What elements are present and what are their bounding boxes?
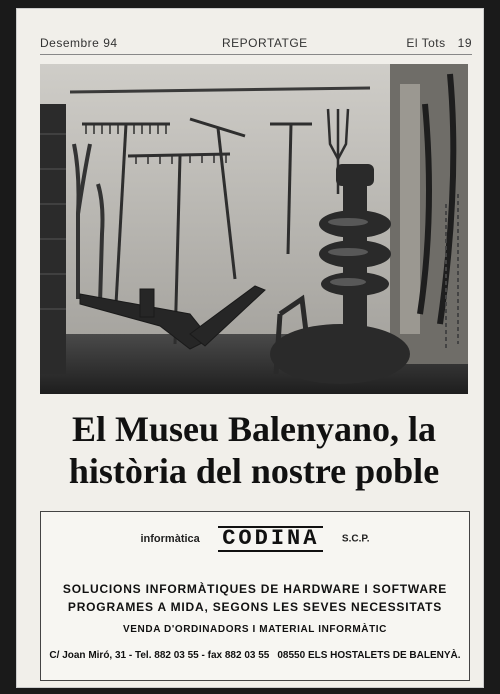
ad-sales: VENDA D'ORDINADORS I MATERIAL INFORMÀTIC <box>123 624 387 635</box>
section-label: REPORTATGE <box>222 36 308 50</box>
advertisement-box <box>40 511 470 681</box>
publication-name: El Tots <box>406 36 446 50</box>
ad-city: 08550 ELS HOSTALETS DE BALENYÀ. <box>277 650 461 661</box>
ad-services: SOLUCIONS INFORMÀTIQUES DE HARDWARE I SOFTWARE <box>62 582 448 596</box>
museum-photo <box>40 64 468 394</box>
headline-line-2: història del nostre poble <box>68 451 440 491</box>
header-rule <box>40 54 472 55</box>
ad-contact <box>41 650 469 661</box>
issue-date: Desembre 94 <box>40 36 118 50</box>
ad-address: C/ Joan Miró, 31 - Tel. 882 03 55 - fax 882 03 55 <box>49 650 270 661</box>
museum-tools-illustration <box>40 64 468 394</box>
ad-custom-programs: PROGRAMES A MIDA, SEGONS LES SEVES NECESSITATS <box>67 600 443 614</box>
ad-brand-prefix: informàtica <box>140 533 200 545</box>
page-header <box>40 36 472 52</box>
page-number: 19 <box>457 36 472 50</box>
ad-brand <box>41 526 469 556</box>
magazine-page <box>16 8 484 688</box>
ad-brand-suffix: S.C.P. <box>341 533 370 545</box>
publication-info <box>406 36 472 50</box>
headline-line-1: El Museu Balenyano, la <box>71 409 437 449</box>
article-headline <box>40 408 468 492</box>
ad-brand-name: CODINA <box>218 526 323 552</box>
